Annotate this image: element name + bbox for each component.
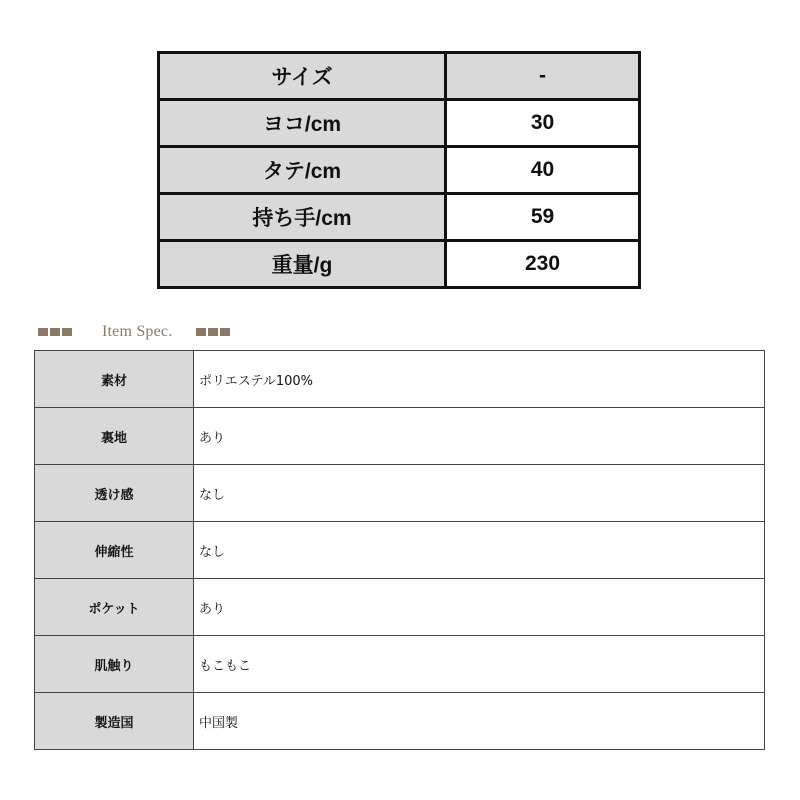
spec-table bbox=[34, 350, 765, 750]
size-weight-value: 230 bbox=[446, 241, 640, 288]
spec-texture-value: もこもこ bbox=[194, 636, 765, 693]
spec-title: Item Spec. bbox=[102, 323, 173, 340]
spec-lining-label: 裏地 bbox=[35, 408, 194, 465]
size-row-width bbox=[159, 100, 640, 147]
spec-origin-label: 製造国 bbox=[35, 693, 194, 750]
square-icon bbox=[220, 328, 230, 336]
size-row-height bbox=[159, 147, 640, 194]
size-handle-value: 59 bbox=[446, 194, 640, 241]
spec-material-value: ポリエステル100% bbox=[194, 351, 765, 408]
heading-squares-right bbox=[196, 328, 230, 336]
square-icon bbox=[38, 328, 48, 336]
square-icon bbox=[196, 328, 206, 336]
spec-row-origin bbox=[35, 693, 765, 750]
spec-sheerness-label: 透け感 bbox=[35, 465, 194, 522]
spec-pocket-value: あり bbox=[194, 579, 765, 636]
square-icon bbox=[208, 328, 218, 336]
size-width-value: 30 bbox=[446, 100, 640, 147]
size-weight-label: 重量/g bbox=[159, 241, 446, 288]
spec-texture-label: 肌触り bbox=[35, 636, 194, 693]
size-table-header-row bbox=[159, 53, 640, 100]
size-row-handle bbox=[159, 194, 640, 241]
size-handle-label: 持ち手/cm bbox=[159, 194, 446, 241]
spec-row-material bbox=[35, 351, 765, 408]
spec-lining-value: あり bbox=[194, 408, 765, 465]
spec-row-pocket bbox=[35, 579, 765, 636]
size-header-value: - bbox=[446, 53, 640, 100]
spec-stretch-label: 伸縮性 bbox=[35, 522, 194, 579]
spec-stretch-value: なし bbox=[194, 522, 765, 579]
spec-row-stretch bbox=[35, 522, 765, 579]
spec-origin-value: 中国製 bbox=[194, 693, 765, 750]
size-header-label: サイズ bbox=[159, 53, 446, 100]
spec-sheerness-value: なし bbox=[194, 465, 765, 522]
size-height-label: タテ/cm bbox=[159, 147, 446, 194]
size-table bbox=[157, 51, 641, 289]
size-height-value: 40 bbox=[446, 147, 640, 194]
size-width-label: ヨコ/cm bbox=[159, 100, 446, 147]
spec-row-lining bbox=[35, 408, 765, 465]
spec-material-label: 素材 bbox=[35, 351, 194, 408]
square-icon bbox=[50, 328, 60, 336]
spec-row-texture bbox=[35, 636, 765, 693]
spec-pocket-label: ポケット bbox=[35, 579, 194, 636]
square-icon bbox=[62, 328, 72, 336]
size-row-weight bbox=[159, 241, 640, 288]
spec-heading bbox=[38, 321, 230, 343]
spec-row-sheerness bbox=[35, 465, 765, 522]
heading-squares-left bbox=[38, 328, 72, 336]
